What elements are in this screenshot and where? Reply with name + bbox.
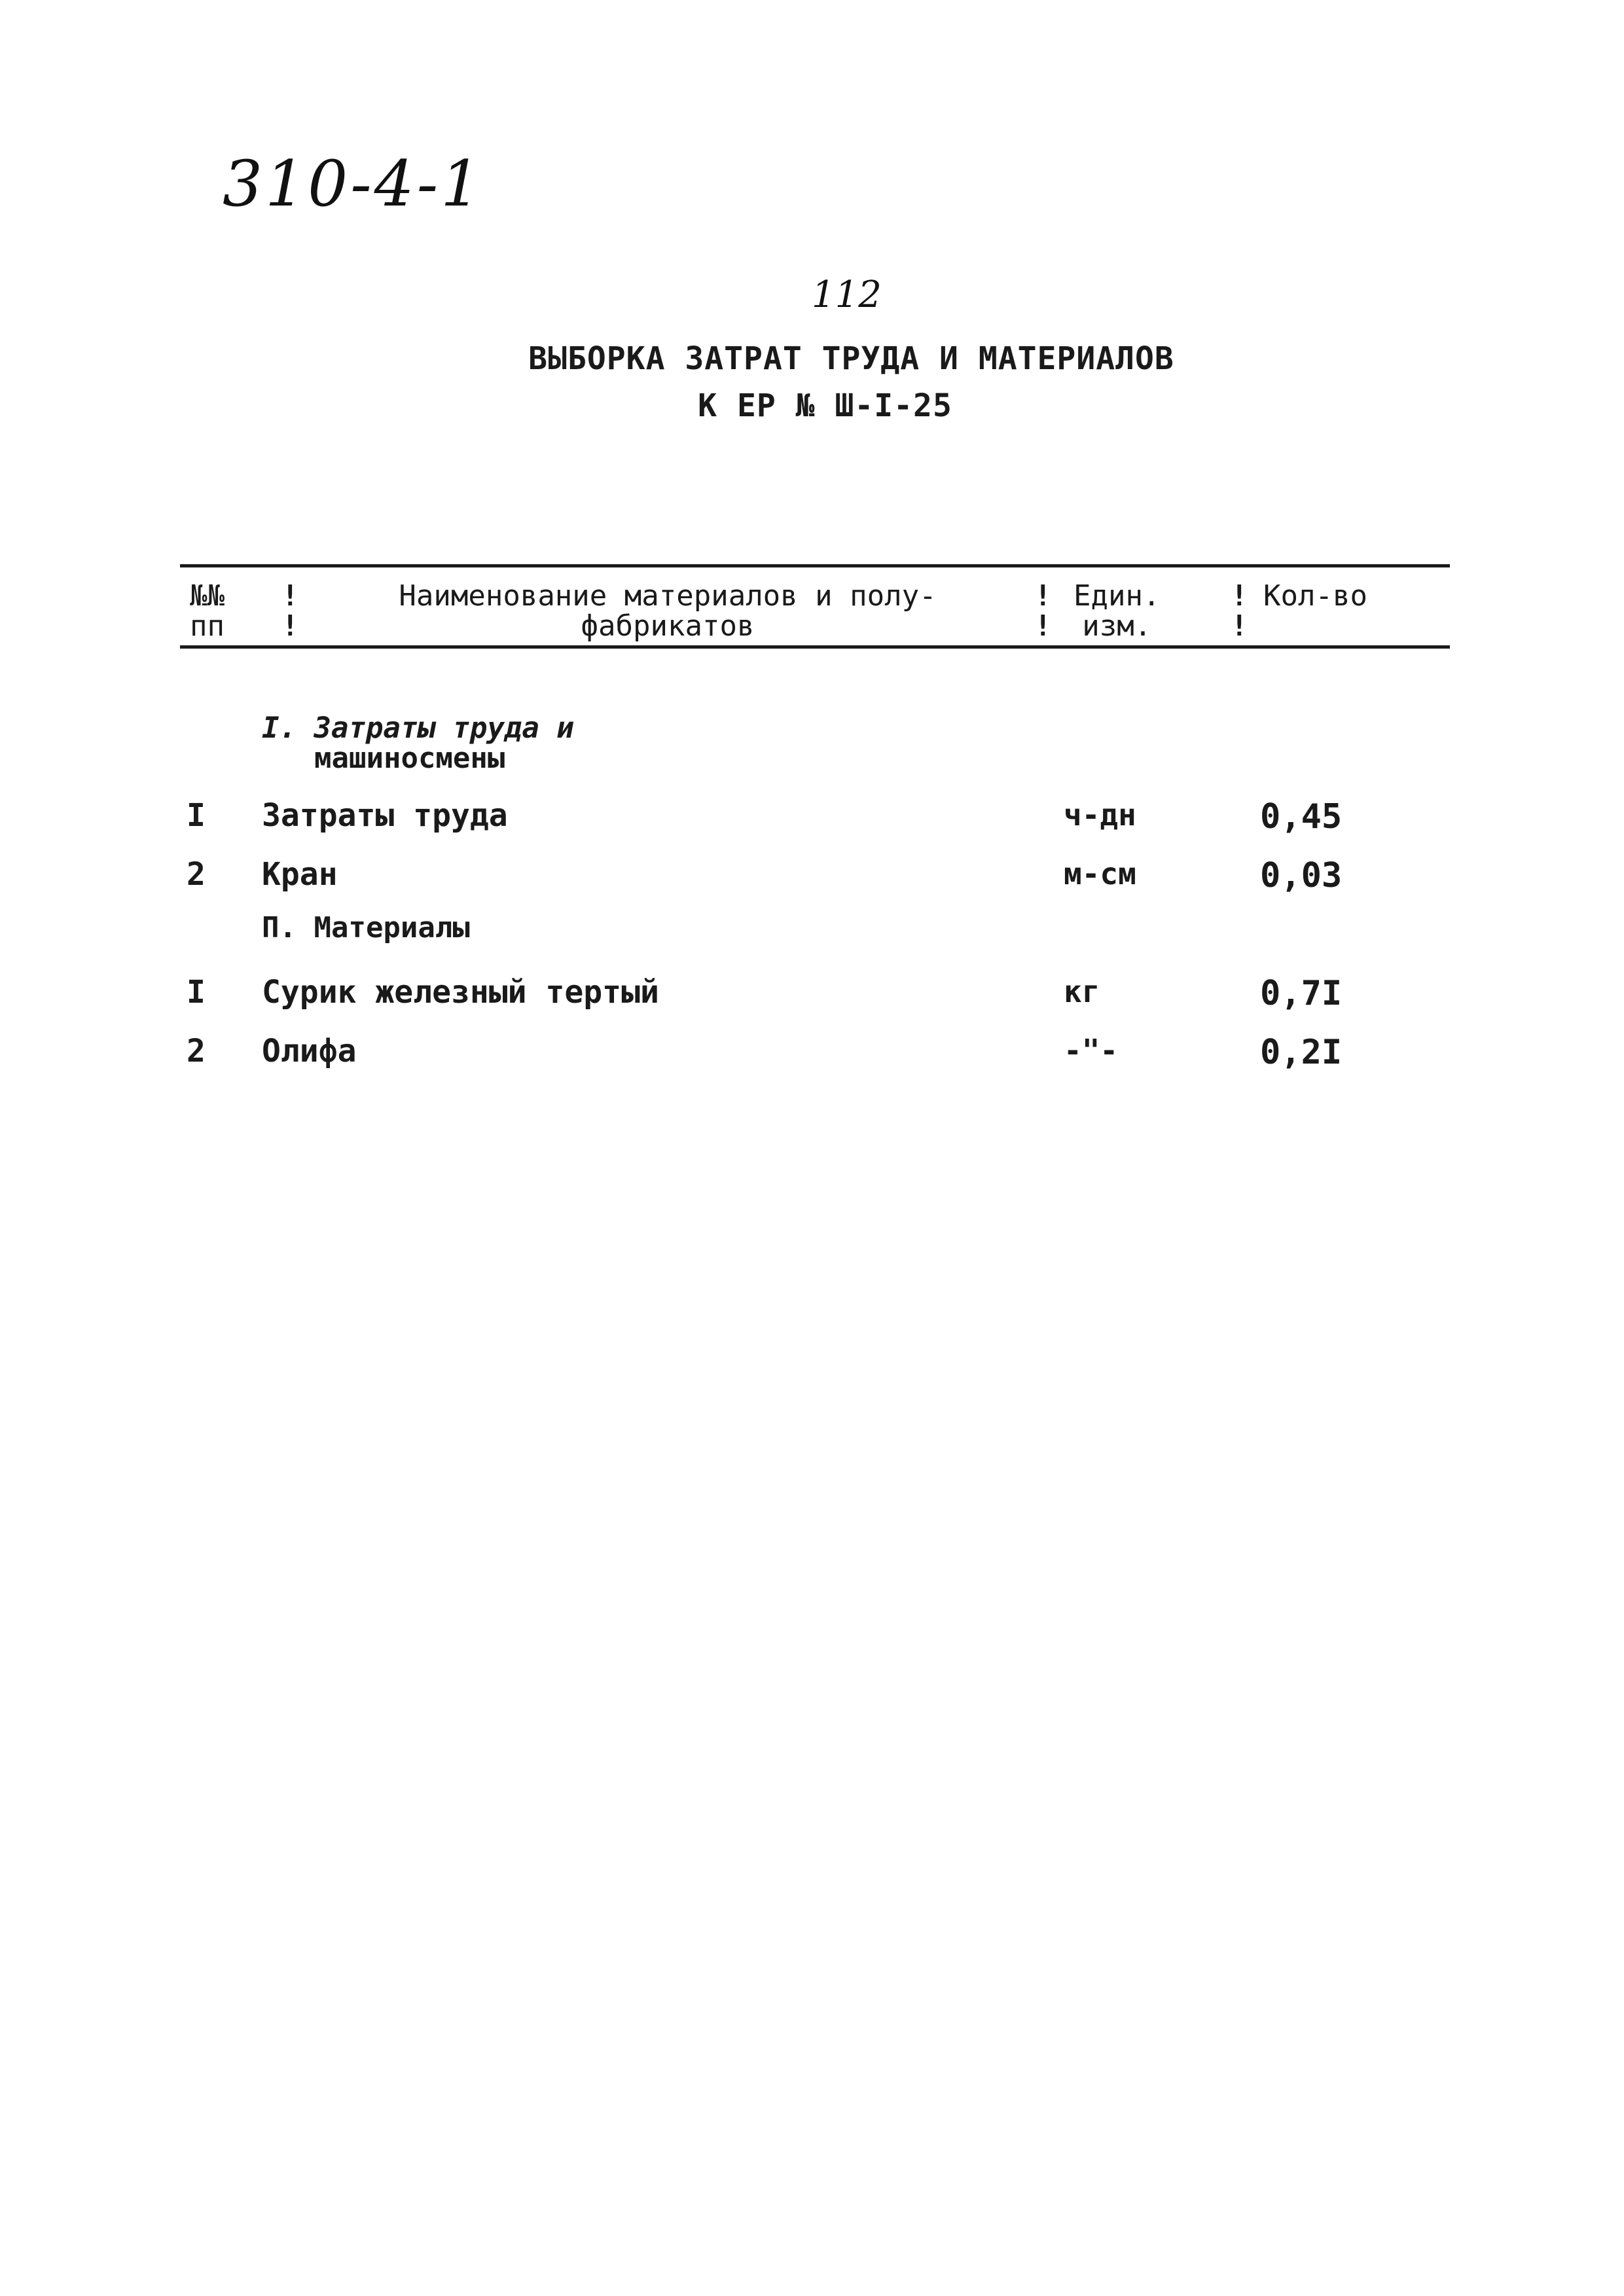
separator-glyph: !: [281, 609, 299, 643]
row-name: Олифа: [262, 1033, 357, 1069]
row-number: 2: [187, 1033, 206, 1069]
table-row: [0, 856, 1624, 895]
document-title: ВЫБОРКА ЗАТРАТ ТРУДА И МАТЕРИАЛОВ: [528, 340, 1174, 377]
document-code: 310-4-1: [223, 147, 484, 221]
row-name: Сурик железный тертый: [262, 974, 659, 1011]
row-name: Затраты труда: [262, 797, 508, 834]
table-row: [0, 974, 1624, 1013]
row-unit: кг: [1064, 974, 1100, 1009]
header-quantity: Кол-во: [1263, 579, 1367, 613]
header-separator: [1231, 581, 1248, 641]
table-row: [0, 1033, 1624, 1072]
row-quantity: 0,03: [1260, 856, 1343, 895]
header-number-line2: пп: [190, 609, 225, 643]
header-number-line1: №№: [190, 579, 225, 613]
header-number: [190, 581, 225, 641]
separator-glyph: !: [1034, 609, 1052, 643]
section-heading-line1: I. Затраты труда и: [262, 711, 574, 745]
separator-glyph: !: [1034, 579, 1052, 613]
separator-glyph: !: [281, 579, 299, 613]
row-quantity: 0,2I: [1260, 1033, 1343, 1072]
separator-glyph: !: [1231, 609, 1248, 643]
header-name-line1: Наименование материалов и полу-: [399, 579, 937, 613]
table-header-rule: [180, 645, 1450, 649]
header-name: [340, 581, 995, 641]
separator-glyph: !: [1231, 579, 1248, 613]
header-unit: [1074, 581, 1160, 641]
header-separator: [1034, 581, 1052, 641]
row-unit: ч-дн: [1064, 797, 1136, 833]
row-unit: м-см: [1064, 856, 1136, 891]
header-name-line2: фабрикатов: [581, 609, 755, 643]
section-heading-materials: П. Материалы: [262, 911, 470, 944]
row-quantity: 0,45: [1260, 797, 1343, 836]
document-subtitle: К ЕР № Ш-I-25: [698, 387, 952, 424]
header-unit-line2: изм.: [1082, 609, 1152, 643]
header-unit-line1: Един.: [1074, 579, 1161, 613]
header-separator: [281, 581, 299, 641]
page-number: 112: [812, 274, 882, 316]
section-heading-labor: [262, 713, 574, 774]
row-number: I: [187, 797, 206, 834]
row-number: 2: [187, 856, 206, 893]
table-top-rule: [180, 564, 1450, 567]
section-heading-line2: машиносмены: [314, 742, 505, 775]
row-name: Кран: [262, 856, 338, 893]
row-unit: -"-: [1064, 1033, 1119, 1068]
table-row: [0, 797, 1624, 836]
row-quantity: 0,7I: [1260, 974, 1343, 1013]
row-number: I: [187, 974, 206, 1011]
